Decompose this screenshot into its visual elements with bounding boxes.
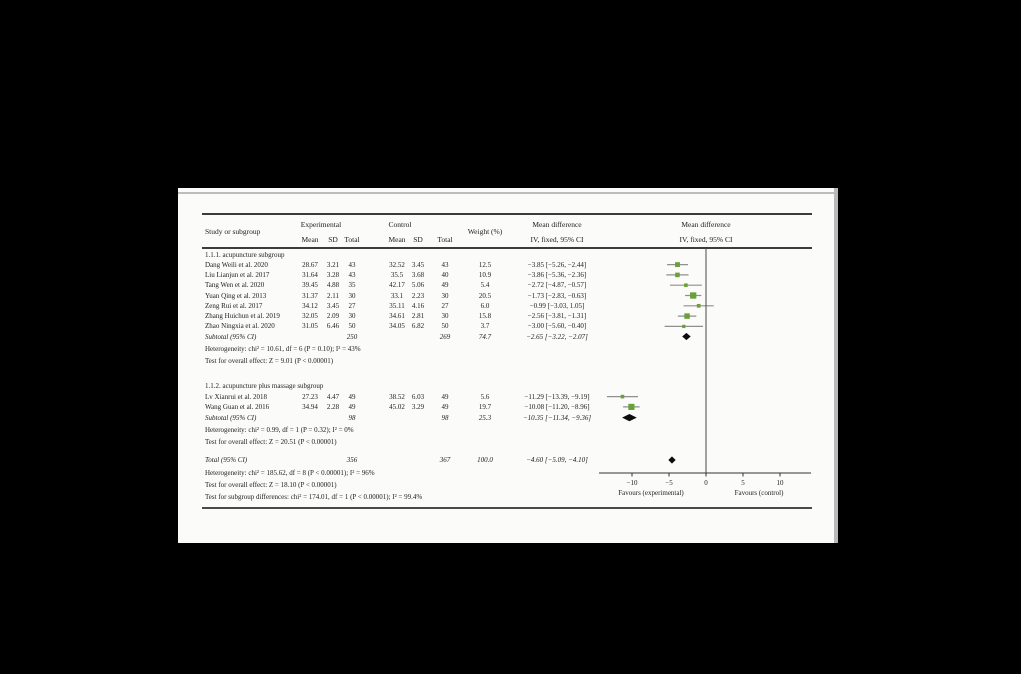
cell-ctrl-total: 49 [441, 281, 449, 290]
cell-exp-sd: 2.11 [327, 291, 339, 300]
cell-weight: 12.5 [478, 260, 492, 269]
cell-exp-mean: 27.23 [302, 392, 318, 401]
cell-exp-sd: 3.28 [326, 270, 340, 279]
col-header-study: Study or subgroup [205, 227, 261, 236]
study-name: Liu Lianjun et al. 2017 [205, 270, 270, 279]
cell-ctrl-sd: 2.81 [411, 312, 425, 321]
subtotal-label: Subtotal (95% CI) [205, 332, 257, 341]
cell-md-ci: −3.00 [−5.60, −0.40] [527, 322, 587, 331]
cell-exp-total: 27 [348, 301, 356, 310]
diamond-marker [668, 456, 675, 463]
subheader-ctrl-mean: Mean [388, 235, 406, 244]
cell-ctrl-mean: 35.11 [389, 301, 405, 310]
favours-right-label: Favours (control) [734, 489, 784, 497]
cell-exp-sd: 2.09 [326, 312, 340, 321]
diamond-marker [622, 414, 637, 421]
cell-md-ci: −10.08 [−11.20, −8.96] [524, 402, 590, 411]
cell-exp-mean: 31.37 [302, 291, 318, 300]
cell-exp-total: 50 [348, 322, 356, 331]
subtotal-weight: 74.7 [478, 332, 492, 341]
forest-plot [178, 188, 834, 543]
cell-exp-mean: 32.05 [302, 312, 318, 321]
subtotal-label: Subtotal (95% CI) [205, 413, 257, 422]
col-header-weight: Weight (%) [467, 227, 503, 236]
cell-weight: 10.9 [478, 270, 492, 279]
total-ctrl-total: 367 [439, 456, 451, 464]
cell-md-ci: −11.29 [−13.39, −9.19] [524, 392, 590, 401]
col-header-md-1: Mean difference [532, 220, 582, 229]
col-header-md-2: IV, fixed, 95% CI [530, 235, 584, 244]
col-header-control: Control [388, 220, 412, 229]
point-marker [628, 404, 634, 410]
cell-md-ci: −1.73 [−2.83, −0.63] [527, 291, 587, 300]
subheader-exp-mean: Mean [301, 235, 319, 244]
total-weight: 100.0 [477, 456, 493, 464]
document-page [178, 188, 838, 543]
cell-md-ci: −2.72 [−4.87, −0.57] [527, 281, 587, 290]
point-marker [684, 283, 688, 287]
total-label: Total (95% CI) [205, 456, 248, 464]
cell-ctrl-total: 30 [441, 312, 449, 321]
axis-tick-label: 10 [776, 478, 784, 487]
cell-md-ci: −2.56 [−3.81, −1.31] [527, 312, 587, 321]
subheader-ctrl-total: Total [437, 235, 453, 244]
cell-exp-total: 49 [348, 402, 356, 411]
point-marker [675, 262, 680, 267]
cell-exp-total: 30 [348, 312, 356, 321]
cell-ctrl-mean: 38.52 [389, 392, 405, 401]
cell-ctrl-sd: 4.16 [411, 301, 425, 310]
cell-md-ci: −0.99 [−3.03, 1.05] [529, 301, 585, 310]
diamond-marker [682, 333, 691, 340]
cell-ctrl-sd: 3.29 [411, 402, 425, 411]
cell-md-ci: −3.86 [−5.36, −2.36] [527, 270, 587, 279]
study-name: Zhang Huichun et al. 2019 [205, 312, 280, 321]
cell-ctrl-total: 43 [441, 260, 449, 269]
cell-exp-sd: 4.47 [326, 392, 340, 401]
subtotal-md-ci: −2.65 [−3.22, −2.07] [526, 332, 588, 341]
heterogeneity-line: Heterogeneity: chi² = 0.99, df = 1 (P = 0.32); I² = 0% [205, 425, 354, 434]
cell-weight: 5.4 [480, 281, 490, 290]
cell-weight: 15.8 [478, 312, 492, 321]
cell-exp-total: 43 [348, 270, 356, 279]
point-marker [621, 395, 625, 399]
cell-exp-total: 43 [348, 260, 356, 269]
subgroup-differences-line: Test for subgroup differences: chi² = 174.01, df = 1 (P < 0.00001); I² = 99.4% [205, 493, 423, 502]
heterogeneity-line: Heterogeneity: chi² = 185.62, df = 8 (P < 0.00001); I² = 96% [205, 468, 375, 477]
cell-weight: 6.0 [480, 301, 490, 310]
cell-exp-sd: 4.88 [326, 281, 340, 290]
cell-ctrl-mean: 34.05 [389, 322, 405, 331]
subtotal-ctrl-total: 269 [439, 332, 451, 341]
cell-ctrl-sd: 2.23 [411, 291, 425, 300]
cell-weight: 19.7 [478, 402, 492, 411]
cell-ctrl-sd: 5.06 [411, 281, 425, 290]
cell-ctrl-mean: 42.17 [389, 281, 405, 290]
axis-tick-label: 0 [704, 478, 708, 487]
cell-exp-sd: 6.46 [326, 322, 340, 331]
study-name: Zhao Ningxia et al. 2020 [205, 322, 275, 331]
cell-exp-mean: 39.45 [302, 281, 318, 290]
cell-ctrl-total: 49 [441, 402, 449, 411]
cell-md-ci: −3.85 [−5.26, −2.44] [527, 260, 587, 269]
cell-ctrl-total: 49 [441, 392, 449, 401]
study-name: Yuan Qing et al. 2013 [205, 291, 267, 300]
cell-exp-total: 49 [348, 392, 356, 401]
study-name: Zeng Rui et al. 2017 [205, 301, 263, 310]
axis-tick-label: −5 [665, 478, 673, 487]
cell-ctrl-mean: 33.1 [390, 291, 404, 300]
cell-exp-sd: 3.45 [326, 301, 340, 310]
subheader-ctrl-sd: SD [413, 235, 423, 244]
axis-tick-label: 5 [741, 478, 745, 487]
total-md-ci: −4.60 [−5.09, −4.10] [526, 456, 588, 464]
cell-ctrl-sd: 3.68 [411, 270, 425, 279]
overall-effect-line: Test for overall effect: Z = 20.51 (P < 0.00001) [205, 438, 337, 446]
total-exp-total: 356 [346, 456, 358, 464]
cell-exp-sd: 2.28 [326, 402, 340, 411]
cell-ctrl-mean: 34.61 [389, 312, 405, 321]
cell-ctrl-sd: 6.82 [411, 322, 425, 331]
cell-ctrl-total: 30 [441, 291, 449, 300]
cell-exp-mean: 31.64 [302, 270, 318, 279]
cell-exp-total: 35 [348, 281, 356, 290]
cell-ctrl-total: 27 [441, 301, 449, 310]
study-name: Dang Weili et al. 2020 [205, 260, 268, 269]
col-header-plot-2: IV, fixed, 95% CI [679, 235, 733, 244]
cell-ctrl-mean: 45.02 [389, 402, 405, 411]
cell-ctrl-mean: 32.52 [389, 260, 405, 269]
overall-effect-line: Test for overall effect: Z = 9.01 (P < 0.00001) [205, 357, 334, 366]
overall-effect-line: Test for overall effect: Z = 18.10 (P < 0.00001) [205, 481, 337, 489]
study-name: Wang Guan et al. 2016 [205, 402, 270, 411]
cell-ctrl-sd: 6.03 [411, 392, 425, 401]
study-name: Tang Wen et al. 2020 [205, 281, 265, 290]
cell-exp-sd: 3.21 [326, 260, 340, 269]
subtotal-ctrl-total: 98 [441, 413, 449, 422]
cell-ctrl-sd: 3.45 [411, 260, 425, 269]
heterogeneity-line: Heterogeneity: chi² = 10.61, df = 6 (P = 0.10); I² = 43% [205, 345, 361, 353]
point-marker [682, 325, 685, 328]
subtotal-md-ci: −10.35 [−11.34, −9.36] [522, 413, 592, 422]
point-marker [684, 313, 689, 318]
cell-exp-mean: 34.94 [302, 402, 318, 411]
subtotal-weight: 25.3 [478, 413, 492, 422]
point-marker [675, 273, 680, 278]
cell-weight: 5.6 [480, 392, 490, 401]
cell-exp-mean: 31.05 [302, 322, 318, 331]
subtotal-exp-total: 98 [348, 413, 356, 422]
subheader-exp-total: Total [344, 235, 360, 244]
cell-ctrl-mean: 35.5 [390, 270, 404, 279]
cell-ctrl-total: 50 [441, 322, 449, 331]
col-header-experimental: Experimental [300, 220, 342, 229]
point-marker [690, 292, 696, 298]
cell-weight: 3.7 [480, 322, 490, 331]
cell-ctrl-total: 40 [441, 270, 449, 279]
point-marker [697, 304, 701, 308]
subtotal-exp-total: 250 [346, 332, 358, 341]
study-name: Lv Xianrui et al. 2018 [205, 392, 268, 401]
col-header-plot-1: Mean difference [681, 220, 731, 229]
cell-exp-mean: 28.67 [302, 260, 318, 269]
cell-exp-total: 30 [348, 291, 356, 300]
section-label: 1.1.1. acupuncture subgroup [205, 251, 285, 259]
section-label: 1.1.2. acupuncture plus massage subgroup [205, 382, 324, 391]
cell-weight: 20.5 [478, 291, 492, 300]
axis-tick-label: −10 [626, 478, 638, 487]
subheader-exp-sd: SD [328, 235, 338, 244]
cell-exp-mean: 34.12 [302, 301, 318, 310]
favours-left-label: Favours (experimental) [618, 489, 684, 497]
